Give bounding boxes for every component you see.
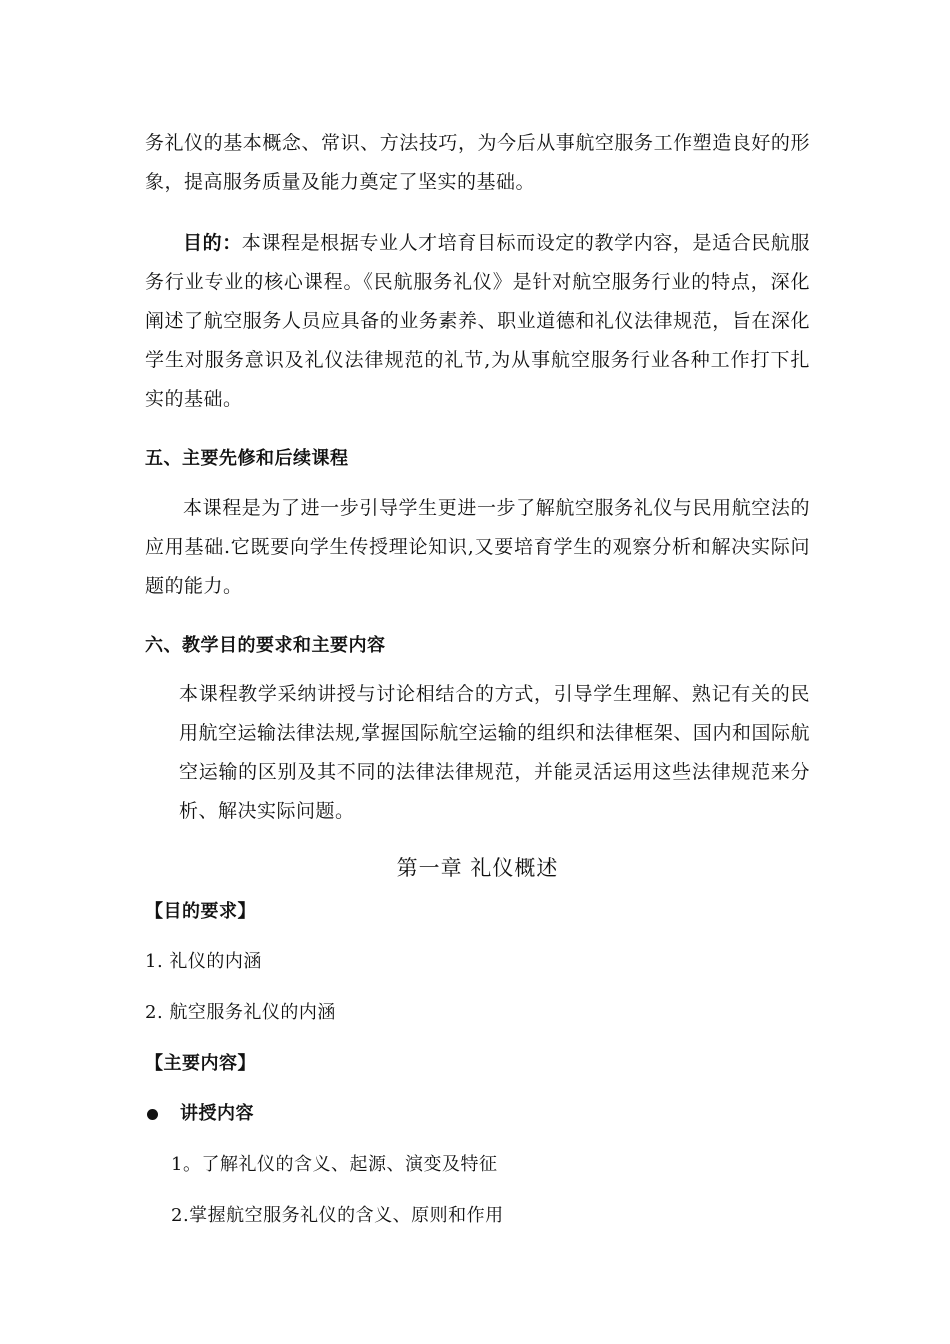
bullet-label: 讲授内容: [180, 1103, 254, 1124]
objective-item-1: 1. 礼仪的内涵: [145, 951, 262, 972]
bullet-teaching-content: [145, 1099, 810, 1129]
chapter-title: 第一章 礼仪概述: [396, 856, 559, 880]
section-5-paragraph: 本课程是为了进一步引导学生更进一步了解航空服务礼仪与民用航空法的应用基础.它既要向学生传授理论知识,又要培育学生的观察分析和解决实际问题的能力。: [145, 497, 810, 597]
section-6-heading: 六、教学目的要求和主要内容: [145, 635, 386, 656]
purpose-paragraph: [145, 224, 810, 419]
teaching-item-1: 1。了解礼仪的含义、起源、演变及特征: [171, 1154, 498, 1175]
section-6-paragraph: 本课程教学采纳讲授与讨论相结合的方式，引导学生理解、熟记有关的民用航空运输法律法规,掌握国际航空运输的组织和法律框架、国内和国际航空运输的区别及其不同的法律法律规范，并能灵活运用这些法律规范来分析、解决实际问题。: [179, 683, 810, 822]
bullet-icon: [147, 1109, 158, 1120]
content-heading: 【主要内容】: [145, 1053, 256, 1074]
intro-paragraph: 务礼仪的基本概念、常识、方法技巧，为今后从事航空服务工作塑造良好的形象，提高服务质量及能力奠定了坚实的基础。: [145, 132, 810, 193]
objectives-heading: 【目的要求】: [145, 901, 256, 922]
teaching-item-2: 2.掌握航空服务礼仪的含义、原则和作用: [171, 1205, 504, 1226]
document-page: [145, 118, 810, 1231]
section-5-heading: 五、主要先修和后续课程: [145, 448, 349, 469]
purpose-label: 目的：: [183, 232, 242, 254]
objective-item-2: 2. 航空服务礼仪的内涵: [145, 1002, 336, 1023]
purpose-text: 本课程是根据专业人才培育目标而设定的教学内容，是适合民航服务行业专业的核心课程。《民航服务礼仪》是针对航空服务行业的特点，深化阐述了航空服务人员应具备的业务素养、职业道德和礼仪法律规范，旨在深化学生对服务意识及礼仪法律规范的礼节,为从事航空服务行业各种工作打下扎实的基础。: [145, 232, 810, 410]
